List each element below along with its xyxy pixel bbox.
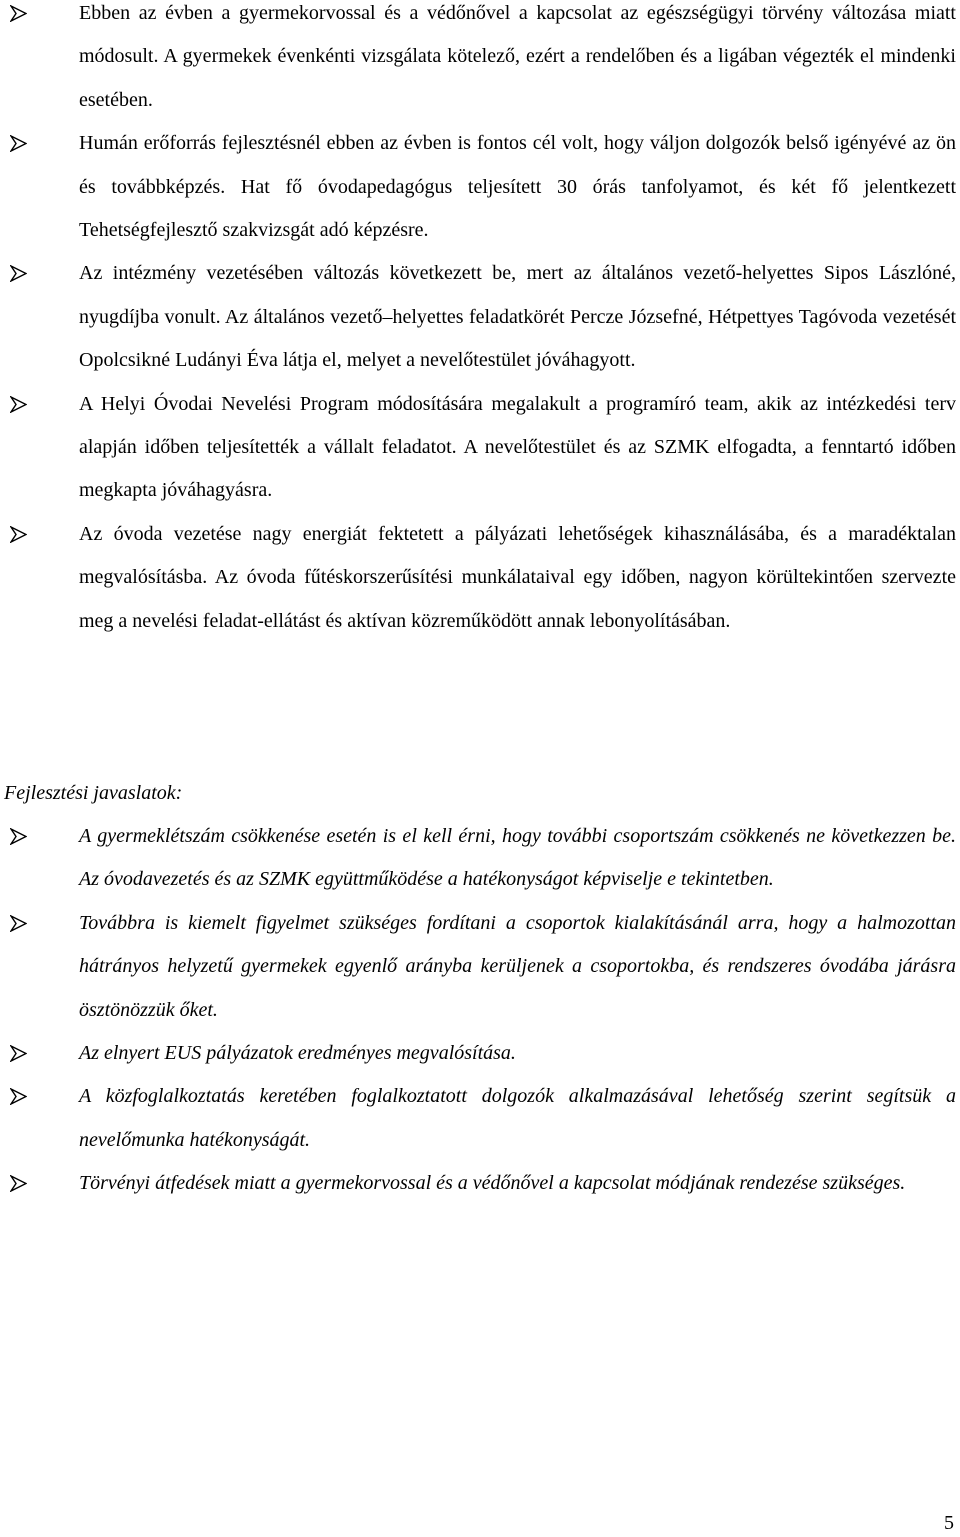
list-item-text: A Helyi Óvodai Nevelési Program módosítására megalakult a programíró team, akik az intézkedési terv alapján időben teljesítették a vállalt feladatot. A nevelőtestület és az SZMK elfogadta, a fenntartó időben megkapta jóváhagyásra.	[79, 392, 956, 502]
arrowhead-bullet-icon	[10, 265, 27, 282]
list-item	[0, 1032, 960, 1075]
page-number: 5	[944, 1512, 954, 1534]
list-item-text: A közfoglalkoztatás keretében foglalkoztatott dolgozók alkalmazásával lehetőség szerint segítsük a nevelőmunka hatékonyságát.	[79, 1085, 956, 1151]
arrowhead-bullet-icon	[10, 915, 27, 932]
arrowhead-bullet-icon	[10, 1088, 27, 1105]
list-item-text: Az elnyert EUS pályázatok eredményes megvalósítása.	[79, 1042, 516, 1065]
list-item-text: Humán erőforrás fejlesztésnél ebben az évben is fontos cél volt, hogy váljon dolgozók belső igényévé az ön és továbbképzés. Hat fő óvodapedagógus teljesített 30 órás tanfolyamot, és két fő jelentkezett Tehetségfejlesztő szakvizsgát adó képzésre.	[79, 132, 956, 242]
arrowhead-bullet-icon	[10, 828, 27, 845]
list-item	[0, 1162, 960, 1205]
arrowhead-bullet-icon	[10, 1175, 27, 1192]
list-item	[0, 252, 960, 382]
list-item	[0, 513, 960, 643]
section-heading: Fejlesztési javaslatok:	[4, 782, 183, 804]
arrowhead-bullet-icon	[10, 396, 27, 413]
list-item-text: Az óvoda vezetése nagy energiát fektetett a pályázati lehetőségek kihasználásába, és a maradéktalan megvalósításba. Az óvoda fűtéskorszerűsítési munkálataival egy időben, nagyon körültekintően szervezte meg a nevelési feladat-ellátást és aktívan közreműködött annak lebonyolításában.	[79, 522, 956, 632]
arrowhead-bullet-icon	[10, 526, 27, 543]
list-item-text: Ebben az évben a gyermekorvossal és a védőnővel a kapcsolat az egészségügyi törvény változása miatt módosult. A gyermekek évenkénti vizsgálata kötelező, ezért a rendelőben és a ligában végezték el mindenki esetében.	[79, 2, 956, 111]
list-item-text: Törvényi átfedések miatt a gyermekorvossal és a védőnővel a kapcsolat módjának rendezése szükséges.	[79, 1172, 906, 1195]
recommendations-bullet-list	[0, 815, 960, 1206]
arrowhead-bullet-icon	[10, 135, 27, 152]
arrowhead-bullet-icon	[10, 5, 27, 22]
arrowhead-bullet-icon	[10, 1045, 27, 1062]
list-item	[0, 815, 960, 902]
list-item	[0, 1075, 960, 1162]
list-item-text: Az intézmény vezetésében változás következett be, mert az általános vezető-helyettes Sipos Lászlóné, nyugdíjba vonult. Az általános vezető–helyettes feladatkörét Percze Józsefné, Hétpettyes Tagóvoda vezetését Opolcsikné Ludányi Éva látja el, melyet a nevelőtestület jóváhagyott.	[79, 262, 956, 372]
list-item	[0, 0, 960, 122]
list-item-text: A gyermeklétszám csökkenése esetén is el kell érni, hogy további csoportszám csökkenés ne következzen be. Az óvodavezetés és az SZMK együttműködése a hatékonyságot képviselje e tekintetben.	[79, 825, 956, 891]
list-item-text: Továbbra is kiemelt figyelmet szükséges fordítani a csoportok kialakításánál arra, hogy a halmozottan hátrányos helyzetű gyermekek egyenlő arányba kerüljenek a csoportokba, és rendszeres óvodába járásra ösztönözzük őket.	[79, 911, 956, 1021]
status-bullet-list	[0, 0, 960, 643]
list-item	[0, 122, 960, 252]
list-item	[0, 383, 960, 513]
list-item	[0, 902, 960, 1032]
